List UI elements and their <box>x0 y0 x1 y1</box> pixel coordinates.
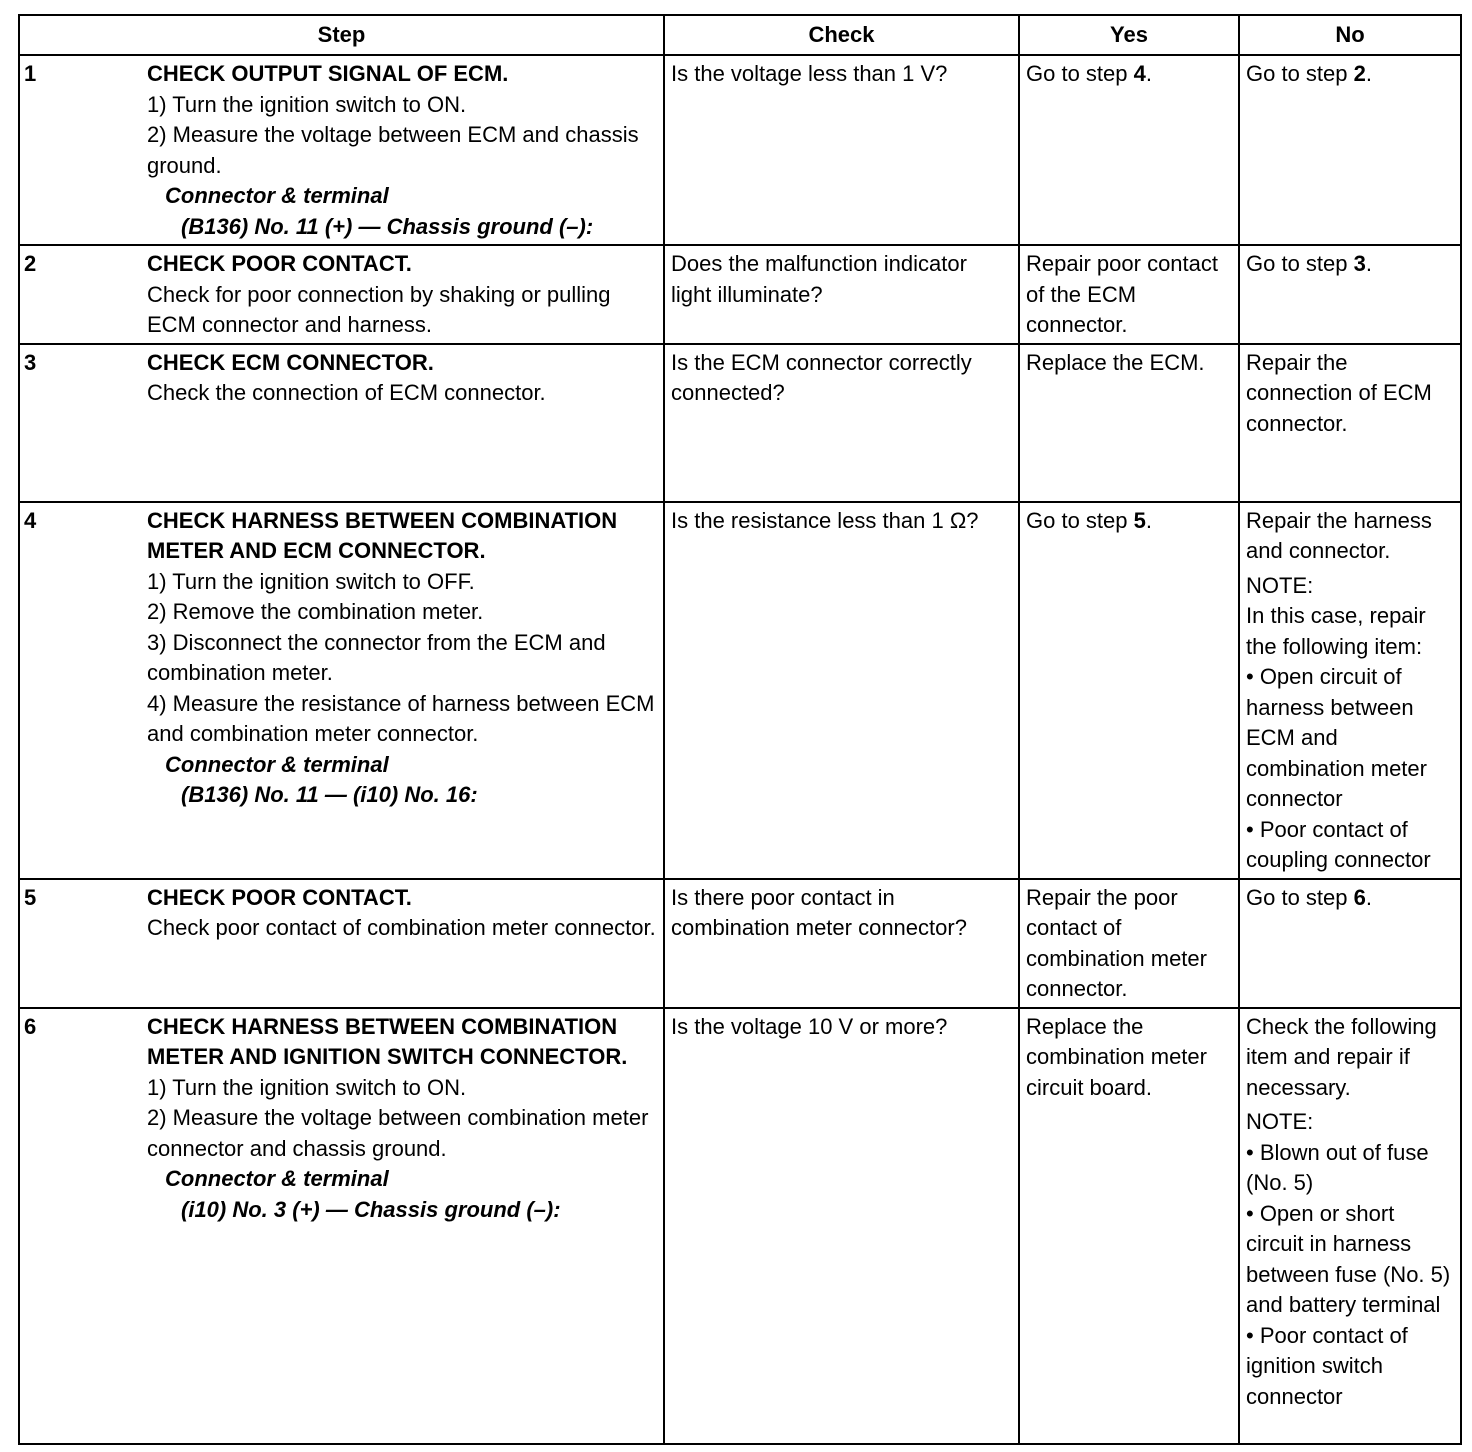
header-check: Check <box>664 15 1019 55</box>
step-line: Check the connection of ECM connector. <box>147 380 546 405</box>
step-number: 1 <box>24 61 37 86</box>
header-no: No <box>1239 15 1461 55</box>
yes-cell: Replace the combination meter circuit board. <box>1019 1008 1239 1444</box>
step-title: CHECK HARNESS BETWEEN COMBINATION METER AND ECM CONNECTOR. <box>147 507 618 563</box>
no-action: Repair the harness and connector. <box>1246 507 1432 563</box>
table-row <box>19 879 1461 1008</box>
step-line: 1) Turn the ignition switch to OFF. <box>147 568 475 594</box>
connector-value: (i10) No. 3 (+) — Chassis ground (–): <box>181 1196 561 1222</box>
no-cell <box>1239 1008 1461 1444</box>
no-cell <box>1239 502 1461 879</box>
step-title: CHECK OUTPUT SIGNAL OF ECM. <box>147 61 509 86</box>
yes-cell: Repair poor contact of the ECM connector. <box>1019 245 1239 344</box>
note-bullet: • Open or short circuit in harness between fuse (No. 5) and battery terminal <box>1246 1200 1451 1317</box>
step-title: CHECK ECM CONNECTOR. <box>147 349 434 375</box>
step-line: 2) Measure the voltage between ECM and chassis ground. <box>147 122 639 178</box>
step-line: 1) Turn the ignition switch to ON. <box>147 1074 467 1100</box>
no-cell: Repair the connection of ECM connector. <box>1239 344 1461 502</box>
yes-step-number: 5 <box>1133 507 1146 533</box>
check-cell: Is there poor contact in combination meter connector? <box>664 879 1019 1008</box>
yes-step-number: 4 <box>1133 61 1146 86</box>
header-yes: Yes <box>1019 15 1239 55</box>
step-line: 4) Measure the resistance of harness between ECM and combination meter connector. <box>147 690 655 746</box>
yes-cell: Replace the ECM. <box>1019 344 1239 502</box>
step-cell <box>19 502 664 879</box>
step-cell <box>19 245 664 344</box>
check-cell: Does the malfunction indicator light illuminate? <box>664 245 1019 344</box>
diagnostic-table <box>18 14 1462 1445</box>
connector-label: Connector & terminal <box>165 751 389 777</box>
no-step-number: 2 <box>1353 61 1366 86</box>
table-row <box>19 344 1461 502</box>
no-step-number: 3 <box>1353 251 1366 276</box>
step-line: Check poor contact of combination meter connector. <box>147 915 656 940</box>
step-cell <box>19 344 664 502</box>
step-line: 2) Remove the combination meter. <box>147 599 484 624</box>
step-number: 2 <box>24 251 37 276</box>
note-bullet: • Open circuit of harness between ECM and combination meter connector <box>1246 664 1427 811</box>
step-cell <box>19 1008 664 1444</box>
no-cell: Go to step 6. <box>1239 879 1461 1008</box>
note-bullet: • Poor contact of ignition switch connector <box>1246 1322 1408 1409</box>
no-cell: Go to step 3. <box>1239 245 1461 344</box>
step-number: 4 <box>24 507 37 533</box>
table-row <box>19 245 1461 344</box>
yes-cell: Go to step 5. <box>1019 502 1239 879</box>
step-number: 6 <box>24 1013 37 1039</box>
no-cell: Go to step 2. <box>1239 55 1461 245</box>
note-label: NOTE: <box>1246 1109 1314 1134</box>
no-step-number: 6 <box>1353 884 1366 910</box>
step-title: CHECK POOR CONTACT. <box>147 884 412 910</box>
step-number: 3 <box>24 349 37 375</box>
note-label: NOTE: <box>1246 572 1314 598</box>
table-row <box>19 1008 1461 1444</box>
connector-value: (B136) No. 11 — (i10) No. 16: <box>181 782 478 807</box>
step-number: 5 <box>24 884 37 910</box>
connector-value: (B136) No. 11 (+) — Chassis ground (–): <box>181 213 594 239</box>
step-title: CHECK HARNESS BETWEEN COMBINATION METER AND IGNITION SWITCH CONNECTOR. <box>147 1013 628 1069</box>
connector-label: Connector & terminal <box>165 183 389 208</box>
step-line: Check for poor connection by shaking or pulling ECM connector and harness. <box>147 281 611 337</box>
note-intro: In this case, repair the following item: <box>1246 603 1426 659</box>
check-cell: Is the resistance less than 1 Ω? <box>664 502 1019 879</box>
check-cell: Is the voltage 10 V or more? <box>664 1008 1019 1444</box>
yes-cell: Go to step 4. <box>1019 55 1239 245</box>
note-bullet: • Blown out of fuse (No. 5) <box>1246 1139 1429 1195</box>
no-action: Check the following item and repair if necessary. <box>1246 1013 1437 1100</box>
step-line: 2) Measure the voltage between combination meter connector and chassis ground. <box>147 1105 649 1161</box>
check-cell: Is the ECM connector correctly connected? <box>664 344 1019 502</box>
connector-label: Connector & terminal <box>165 1166 389 1191</box>
header-row <box>19 15 1461 55</box>
step-cell <box>19 879 664 1008</box>
note-bullet: • Poor contact of coupling connector <box>1246 816 1431 872</box>
table-row <box>19 55 1461 245</box>
yes-cell: Repair the poor contact of combination meter connector. <box>1019 879 1239 1008</box>
step-line: 1) Turn the ignition switch to ON. <box>147 91 467 117</box>
check-cell: Is the voltage less than 1 V? <box>664 55 1019 245</box>
header-step: Step <box>19 15 664 55</box>
step-title: CHECK POOR CONTACT. <box>147 251 412 276</box>
step-cell <box>19 55 664 245</box>
step-line: 3) Disconnect the connector from the ECM and combination meter. <box>147 629 606 685</box>
table-row <box>19 502 1461 879</box>
